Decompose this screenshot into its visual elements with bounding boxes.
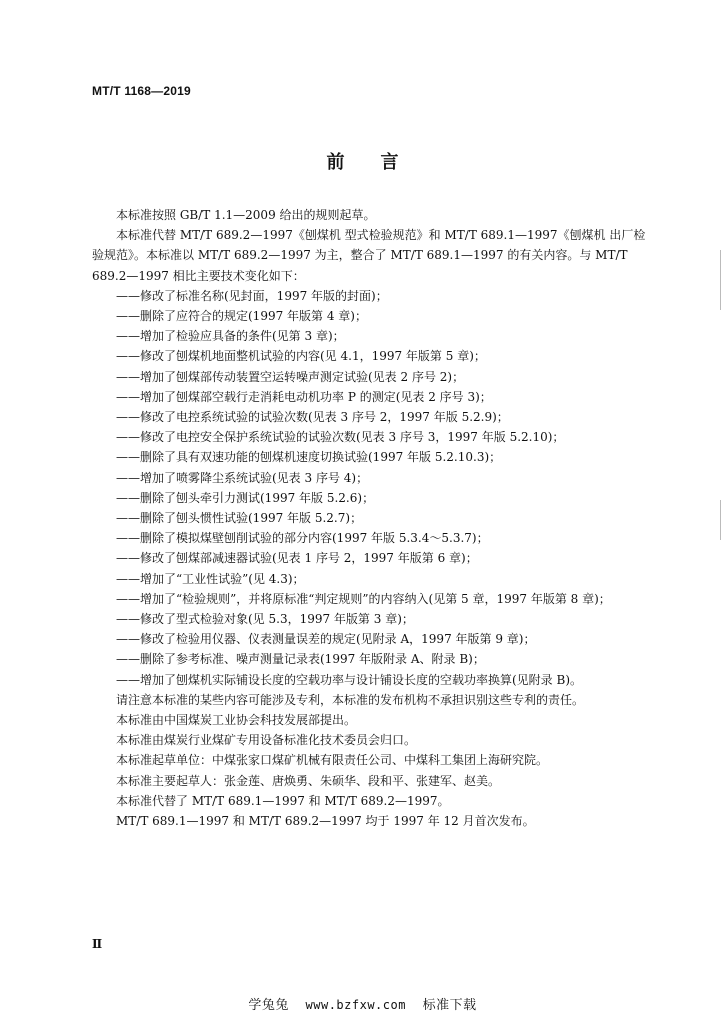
page-title: 前 言 <box>326 152 399 173</box>
list-item: ——增加了刨煤部传动装置空运转噪声测定试验(见表 2 序号 2)； <box>116 369 465 384</box>
list-item: ——修改了刨煤部减速器试验(见表 1 序号 2，1997 年版第 6 章)； <box>116 551 478 566</box>
list-item: ——删除了模拟煤壁刨削试验的部分内容(1997 年版 5.3.4～5.3.7)； <box>116 531 489 546</box>
scan-edge-mark <box>720 250 721 310</box>
list-item: ——删除了刨头惯性试验(1997 年版 5.2.7)； <box>116 511 363 526</box>
paragraph: 请注意本标准的某些内容可能涉及专利，本标准的发布机构不承担识别这些专利的责任。 <box>116 692 585 707</box>
list-item: ——删除了刨头牵引力测试(1997 年版 5.2.6)； <box>116 490 375 505</box>
page-number: Ⅱ <box>92 937 103 951</box>
list-item: ——修改了电控系统试验的试验次数(见表 3 序号 2，1997 年版 5.2.9)； <box>116 410 509 425</box>
list-item: ——删除了参考标准、噪声测量记录表(1997 年版附录 A、附录 B)； <box>116 652 485 667</box>
list-item: ——增加了刨煤部空载行走消耗电动机功率 P 的测定(见表 2 序号 3)； <box>116 389 492 404</box>
footer-watermark <box>0 994 725 1013</box>
paragraph: MT/T 689.1—1997 和 MT/T 689.2—1997 均于 1997 年 12 月首次发布。 <box>116 814 535 829</box>
paragraph: 本标准起草单位：中煤张家口煤矿机械有限责任公司、中煤科工集团上海研究院。 <box>116 753 549 768</box>
list-item: ——增加了喷雾降尘系统试验(见表 3 序号 4)； <box>116 470 369 485</box>
footer-url[interactable]: www.bzfxw.com <box>305 998 406 1012</box>
list-item: ——修改了标准名称(见封面，1997 年版的封面)； <box>116 288 388 303</box>
scan-edge-mark <box>720 500 721 540</box>
list-item: ——删除了应符合的规定(1997 年版第 4 章)； <box>116 309 367 324</box>
paragraph: 本标准由中国煤炭工业协会科技发展部提出。 <box>116 713 357 728</box>
list-item: ——修改了检验用仪器、仪表测量误差的规定(见附录 A，1997 年版第 9 章)； <box>116 632 536 647</box>
standard-code: MT/T 1168—2019 <box>92 84 191 98</box>
footer-tagline: 标准下载 <box>422 998 477 1013</box>
paragraph: 本标准由煤炭行业煤矿专用设备标准化技术委员会归口。 <box>116 733 417 748</box>
paragraph: 本标准主要起草人：张金莲、唐焕勇、朱硕华、段和平、张建军、赵美。 <box>116 773 501 788</box>
list-item: ——增加了检验应具备的条件(见第 3 章)； <box>116 329 345 344</box>
list-item: ——修改了型式检验对象(见 5.3，1997 年版第 3 章)； <box>116 612 414 627</box>
list-item: ——增加了“检验规则”，并将原标准“判定规则”的内容纳入(见第 5 章，1997 年版第 8 章)； <box>116 591 611 606</box>
foreword-body <box>92 205 652 831</box>
paragraph: 本标准代替了 MT/T 689.1—1997 和 MT/T 689.2—1997。 <box>116 793 450 808</box>
list-item: ——增加了“工业性试验”(见 4.3)； <box>116 571 305 586</box>
footer-site-name: 学兔兔 <box>248 998 289 1013</box>
change-list <box>92 286 652 690</box>
list-item: ——增加了刨煤机实际铺设长度的空载功率与设计铺设长度的空载功率换算(见附录 B)。 <box>116 672 582 687</box>
list-item: ——修改了电控安全保护系统试验的试验次数(见表 3 序号 3，1997 年版 5.2.10)； <box>116 430 565 445</box>
list-item: ——删除了具有双速功能的刨煤机速度切换试验(1997 年版 5.2.10.3)； <box>116 450 502 465</box>
paragraph: 本标准代替 MT/T 689.2—1997《刨煤机 型式检验规范》和 MT/T 689.1—1997《刨煤机 出厂检验规范》。本标准以 MT/T 689.2—1997 为主，整合了 MT/T 689.1—1997 的有关内容。与 MT/T 689.2—1997 相比主要技术变化如下： <box>92 228 646 283</box>
list-item: ——修改了刨煤机地面整机试验的内容(见 4.1，1997 年版第 5 章)； <box>116 349 486 364</box>
paragraph: 本标准按照 GB/T 1.1—2009 给出的规则起草。 <box>116 208 376 222</box>
